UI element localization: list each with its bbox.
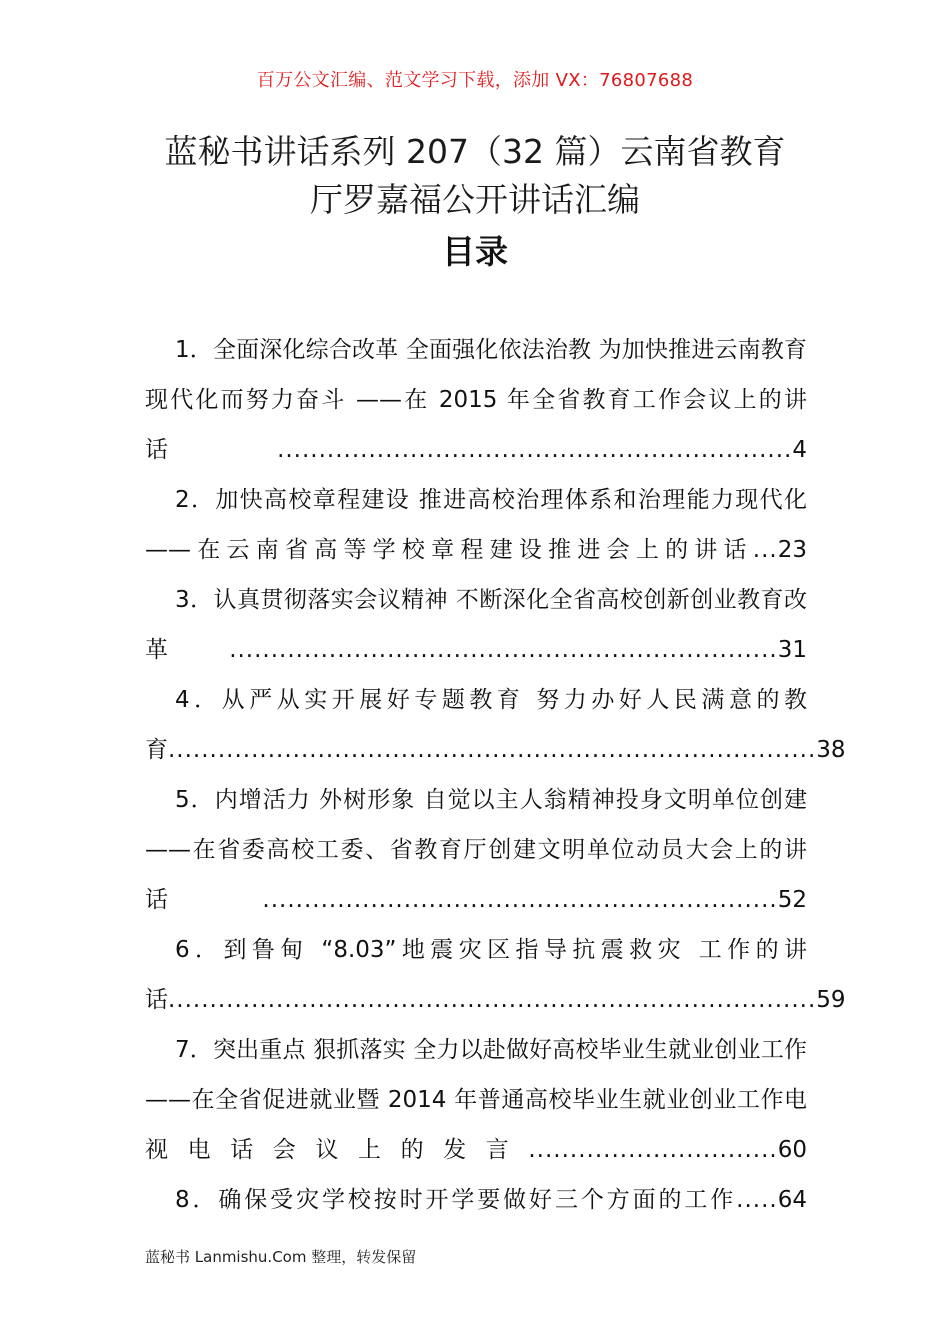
toc-page-number: 59	[816, 987, 846, 1013]
toc-entry-text: 8．确保受灾学校按时开学要做好三个方面的工作	[175, 1187, 737, 1213]
toc-page-number: 23	[777, 537, 807, 563]
header-note: 百万公文汇编、范文学习下载，添加 VX：76807688	[256, 70, 694, 91]
toc-entry-8[interactable]	[145, 1175, 807, 1225]
toc-page-number: 4	[792, 437, 807, 463]
toc-entry-text: 3．认真贯彻落实会议精神 不断深化全省高校创新创业教育改革	[145, 587, 807, 663]
toc-entry-4[interactable]	[145, 675, 846, 775]
document-title	[120, 128, 830, 224]
toc-entry-text: 1．全面深化综合改革 全面强化依法治教 为加快推进云南教育现代化而努力奋斗 ——在 2015 年全省教育工作会议上的讲话	[145, 337, 807, 463]
toc-entry-7[interactable]	[145, 1025, 807, 1175]
toc-page-number: 38	[816, 737, 846, 763]
toc-leader-dots: ...	[752, 537, 778, 563]
toc-entry-5[interactable]	[145, 775, 807, 925]
toc-leader-dots: ..............................	[528, 1137, 778, 1163]
toc-entry-1[interactable]	[145, 325, 807, 475]
toc-leader-dots: ..................................................................	[229, 637, 778, 663]
toc-page-number: 31	[777, 637, 807, 663]
toc-leader-dots: ..............................................................................	[168, 987, 817, 1013]
toc-leader-dots: ..............................................................................	[168, 737, 817, 763]
toc-leader-dots: ..............................................................	[262, 887, 778, 913]
toc-leader-dots: .....	[736, 1187, 778, 1213]
footer-note: 蓝秘书 Lanmishu.Com 整理，转发保留	[145, 1248, 417, 1266]
toc-entry-text: 7．突出重点 狠抓落实 全力以赴做好高校毕业生就业创业工作 ——在全省促进就业暨 2014 年普通高校毕业生就业创业工作电视电话会议上的发言	[145, 1037, 807, 1163]
toc-entry-2[interactable]	[145, 475, 807, 575]
toc-entry-6[interactable]	[145, 925, 846, 1025]
toc-entry-text: 6．到鲁甸 “8.03”地震灾区指导抗震救灾 工作的讲话	[145, 937, 807, 1013]
toc-entry-text: 4．从严从实开展好专题教育 努力办好人民满意的教育	[145, 687, 807, 763]
title-line-2: 厅罗嘉福公开讲话汇编	[310, 180, 640, 219]
toc-entry-3[interactable]	[145, 575, 807, 675]
toc-entry-text: 2．加快高校章程建设 推进高校治理体系和治理能力现代化 ——在云南省高等学校章程建设推进会上的讲话	[145, 487, 807, 563]
table-of-contents	[145, 325, 846, 1225]
toc-page-number: 52	[777, 887, 807, 913]
toc-page-number: 60	[777, 1137, 807, 1163]
toc-page-number: 64	[777, 1187, 807, 1213]
toc-heading: 目录	[442, 232, 508, 271]
toc-leader-dots: ..............................................................	[277, 437, 793, 463]
toc-entry-text: 5．内增活力 外树形象 自觉以主人翁精神投身文明单位创建 ——在省委高校工委、省教育厅创建文明单位动员大会上的讲话	[145, 787, 807, 913]
title-line-1: 蓝秘书讲话系列 207（32 篇）云南省教育	[164, 132, 786, 171]
